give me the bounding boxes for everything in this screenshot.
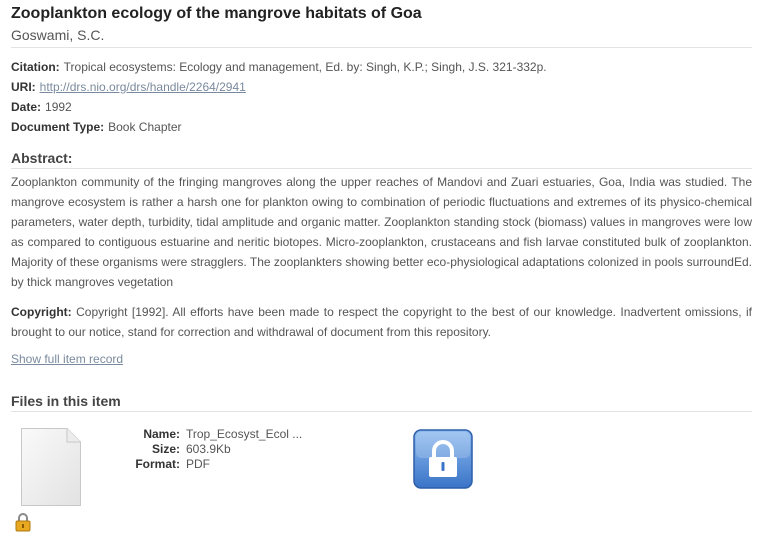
- file-name-label: Name:: [143, 427, 180, 441]
- divider: [11, 168, 752, 169]
- date-label: Date:: [11, 100, 42, 114]
- file-size-value: 603.9Kb: [186, 442, 231, 456]
- file-name-row: [110, 427, 302, 441]
- citation-value: Tropical ecosystems: Ecology and management, Ed. by: Singh, K.P.; Singh, J.S. 321-332p.: [63, 60, 547, 74]
- doctype-value: Book Chapter: [108, 120, 182, 134]
- copyright-text: Copyright [1992]. All efforts have been made to respect the copyright to the best of our knowledge. Inadvertent omissions, if brought to our notice, stand for correction and withdrawal of document from this repository.: [11, 305, 752, 339]
- date-row: [11, 100, 72, 114]
- date-value: 1992: [45, 100, 72, 114]
- citation-label: Citation:: [11, 60, 60, 74]
- uri-link[interactable]: http://drs.nio.org/drs/handle/2264/2941: [39, 80, 246, 94]
- item-author: Goswami, S.C.: [11, 27, 105, 43]
- file-format-value: PDF: [186, 457, 210, 471]
- uri-label: URI:: [11, 80, 36, 94]
- file-size-row: [110, 442, 231, 456]
- file-name-value: Trop_Ecosyst_Ecol ...: [186, 427, 303, 441]
- item-title: Zooplankton ecology of the mangrove habitats of Goa: [11, 5, 422, 22]
- divider: [11, 411, 752, 412]
- show-full-record-link[interactable]: Show full item record: [11, 352, 124, 366]
- citation-row: [11, 60, 547, 74]
- copyright-block: [11, 302, 752, 342]
- uri-row: [11, 80, 246, 94]
- divider: [11, 47, 752, 48]
- file-thumbnail-icon[interactable]: [21, 428, 81, 506]
- copyright-label: Copyright:: [11, 305, 72, 319]
- file-format-row: [110, 457, 210, 471]
- file-size-label: Size:: [151, 442, 180, 456]
- abstract-heading: Abstract:: [11, 150, 73, 166]
- file-format-label: Format:: [135, 457, 180, 471]
- doctype-row: [11, 120, 182, 134]
- doctype-label: Document Type:: [11, 120, 105, 134]
- restricted-access-lock-icon[interactable]: [413, 429, 473, 489]
- files-heading: Files in this item: [11, 393, 121, 409]
- lock-icon: [15, 512, 31, 532]
- abstract-text: Zooplankton community of the fringing mangroves along the upper reaches of Mandovi and Zuari estuaries, Goa, India was studied. The mangrove ecosystem is rather a harsh one for plankton owing to combination of periodic fluctuations and extremes of its physico-chemical parameters, water depth, turbidity, tidal amplitude and organic matter. Zooplankton standing stock (biomass) values in mangroves were low as compared to contiguous estuarine and neritic biotopes. Micro-zooplankton, crustaceans and fish larvae constituted bulk of zooplankton. Majority of these organisms were stragglers. The zooplankters showing better eco-physiological adaptations colonized in pools surroundEd. by thick mangroves vegetation: [11, 175, 752, 289]
